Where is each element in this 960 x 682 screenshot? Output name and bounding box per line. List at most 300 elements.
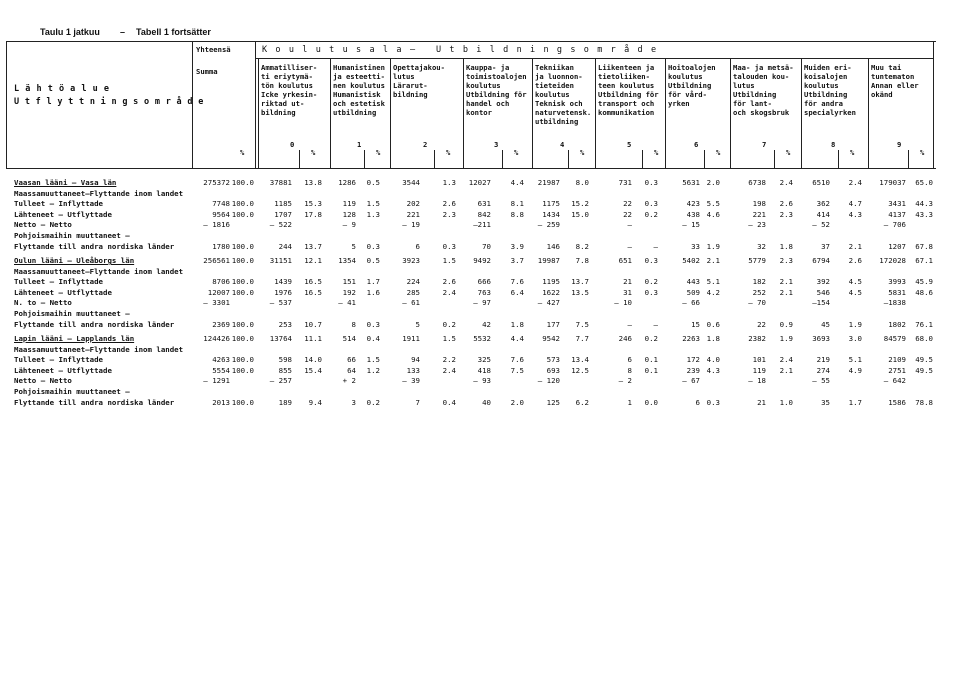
cell-count: 418	[477, 365, 491, 375]
cell-percent: 2.6	[848, 256, 862, 265]
cell-percent: 0.9	[779, 319, 793, 329]
cell-percent: 0.6	[706, 319, 720, 329]
cell-count: 84579	[883, 334, 906, 343]
column-header-line: Kauppa- ja	[466, 63, 510, 72]
column-header-line: Icke yrkesin-	[261, 90, 318, 99]
cell-count: 1207	[888, 241, 906, 251]
cell-percent: 0.3	[706, 397, 720, 407]
column-header-line: Utbildning för	[598, 90, 659, 99]
header-right-rule	[933, 41, 934, 169]
column-divider	[595, 59, 596, 169]
cell-count: 842	[477, 209, 491, 219]
cell-count: 573	[546, 355, 560, 365]
cell-percent: 4.0	[706, 355, 720, 365]
column-header-line: bildning	[261, 108, 296, 117]
column-divider	[868, 59, 869, 169]
column-header-line: kommunikation	[598, 108, 655, 117]
cell-count: 198	[752, 199, 766, 209]
cell-percent: 8.2	[575, 241, 589, 251]
cell-count: 5532	[473, 334, 491, 343]
column-divider	[330, 59, 331, 169]
cell-percent: 0.5	[366, 178, 380, 187]
cell-percent: 7.5	[575, 319, 589, 329]
cell-percent: 13.7	[304, 241, 322, 251]
column-header-line: ti eriytymä-	[261, 72, 313, 81]
cell-count: 1175	[542, 199, 560, 209]
column-number: 7	[762, 140, 767, 149]
cell-percent: 15.4	[304, 365, 322, 375]
column-pct-tick	[299, 150, 300, 168]
cell-count: 66	[347, 355, 356, 365]
cell-percent: 48.6	[915, 287, 933, 297]
cell-count: 125	[546, 397, 560, 407]
total-header-fi: Yhteensä	[196, 45, 231, 54]
cell-count: 21987	[537, 178, 560, 187]
column-pct-tick	[838, 150, 839, 168]
cell-count: 177	[546, 319, 560, 329]
cell-percent: 13.5	[571, 287, 589, 297]
region-header-sv: U t f l y t t n i n g s o m r å d e	[14, 97, 204, 107]
cell-count: 219	[816, 355, 830, 365]
cell-count: – 259	[537, 220, 560, 230]
cell-percent: 1.6	[366, 287, 380, 297]
column-header-line: utbildning	[535, 117, 579, 126]
cell-count: 9492	[473, 256, 491, 265]
cell-percent: 2.0	[510, 397, 524, 407]
cell-count: 693	[546, 365, 560, 375]
column-header-line: teen koulutus	[598, 81, 655, 90]
column-divider	[730, 59, 731, 169]
cell-percent: 1.8	[706, 334, 720, 343]
total-percent: 100.0	[231, 334, 254, 343]
column-header-line: tön koulutus	[261, 81, 313, 90]
cell-count: 40	[482, 397, 491, 407]
cell-percent: 2.1	[706, 256, 720, 265]
column-header-line: tieteiden	[535, 81, 574, 90]
cell-count: 2109	[888, 355, 906, 365]
row-label: Pohjoismaihin muuttaneet –	[14, 231, 130, 240]
page-title-dash: –	[120, 27, 126, 37]
cell-percent: 1.7	[366, 277, 380, 287]
cell-count: 119	[752, 365, 766, 375]
column-pct-symbol: %	[920, 148, 925, 157]
cell-percent: 2.1	[848, 241, 862, 251]
cell-count: 22	[623, 199, 632, 209]
column-header-line: kontor	[466, 108, 492, 117]
column-header-line: utbildning	[333, 108, 377, 117]
column-header-line: Liikenteen ja	[598, 63, 655, 72]
total-count: 12007	[207, 287, 230, 297]
cell-count: 438	[686, 209, 700, 219]
column-pct-tick	[774, 150, 775, 168]
cell-count: 5	[351, 241, 356, 251]
column-number: 6	[694, 140, 699, 149]
row-label: Maassamuuttaneet–Flyttande inom landet	[14, 266, 184, 276]
column-pct-symbol: %	[514, 148, 519, 157]
column-pct-tick	[642, 150, 643, 168]
cell-count: 224	[406, 277, 420, 287]
cell-count: 1911	[402, 334, 420, 343]
page-title-left: Taulu 1 jatkuu	[40, 27, 100, 37]
cell-percent: 1.5	[366, 355, 380, 365]
cell-count: – 9	[342, 220, 356, 230]
cell-percent: 1.7	[848, 397, 862, 407]
cell-count: –1838	[883, 298, 906, 308]
total-percent: 100.0	[231, 365, 254, 375]
cell-percent: 3.7	[510, 256, 524, 265]
row-label: Tulleet – Inflyttade	[14, 355, 103, 365]
header-left-rule	[6, 41, 7, 169]
cell-percent: 2.4	[779, 355, 793, 365]
cell-count: 392	[816, 277, 830, 287]
column-header-line: riktad ut-	[261, 99, 305, 108]
cell-count: 32	[757, 241, 766, 251]
cell-count: 2751	[888, 365, 906, 375]
cell-count: 244	[278, 241, 292, 251]
cell-count: 172	[686, 355, 700, 365]
cell-percent: 8.8	[510, 209, 524, 219]
cell-percent: 12.5	[571, 365, 589, 375]
cell-count: 94	[411, 355, 420, 365]
column-header-line: ja esteetti-	[333, 72, 385, 81]
cell-percent: 13.7	[571, 277, 589, 287]
cell-count: + 2	[342, 376, 356, 386]
column-header-line: och skogsbruk	[733, 108, 790, 117]
cell-percent: 1.5	[442, 334, 456, 343]
row-label: Oulun lääni – Uleåborgs län	[14, 256, 135, 265]
row-label: Pohjoismaihin muuttaneet –	[14, 309, 130, 318]
cell-percent: 2.4	[848, 178, 862, 187]
utbildningsomrade-banner: U t b i l d n i n g s o m r å d e	[436, 45, 658, 55]
total-count: 275372	[203, 178, 230, 187]
column-number: 0	[290, 140, 295, 149]
cell-percent: 0.3	[644, 256, 658, 265]
total-percent: 100.0	[231, 287, 254, 297]
cell-percent: 76.1	[915, 319, 933, 329]
cell-percent: 0.4	[442, 397, 456, 407]
column-pct-tick	[704, 150, 705, 168]
total-count: 5554	[212, 365, 230, 375]
banner-dash: –	[410, 45, 417, 55]
cell-percent: 5.1	[706, 277, 720, 287]
cell-percent: 13.4	[571, 355, 589, 365]
total-count: 2369	[212, 319, 230, 329]
cell-count: 631	[477, 199, 491, 209]
column-pct-tick	[568, 150, 569, 168]
cell-percent: 11.1	[304, 334, 322, 343]
cell-count: 546	[816, 287, 830, 297]
cell-percent: 49.5	[915, 365, 933, 375]
cell-count: – 66	[682, 298, 700, 308]
cell-percent: 9.4	[308, 397, 322, 407]
column-pct-symbol: %	[654, 148, 659, 157]
column-number: 5	[627, 140, 632, 149]
cell-count: 7	[415, 397, 420, 407]
column-header-line: Ammatilliser-	[261, 63, 318, 72]
cell-count: 8	[627, 365, 632, 375]
cell-percent: 15.0	[571, 209, 589, 219]
cell-percent: 44.3	[915, 199, 933, 209]
cell-percent: 1.5	[442, 256, 456, 265]
column-header-line: Utbildning	[733, 90, 777, 99]
cell-count: – 522	[269, 220, 292, 230]
cell-count: –154	[812, 298, 830, 308]
cell-percent: 4.9	[848, 365, 862, 375]
cell-percent: 0.1	[644, 365, 658, 375]
cell-count: 3923	[402, 256, 420, 265]
total-pct-symbol: %	[240, 148, 245, 157]
column-divider	[258, 59, 259, 169]
total-count: 8706	[212, 277, 230, 287]
cell-percent: 2.4	[442, 365, 456, 375]
column-number: 8	[831, 140, 836, 149]
cell-count: 31151	[269, 256, 292, 265]
cell-percent: 0.4	[366, 334, 380, 343]
column-header-line: yrken	[668, 99, 690, 108]
cell-count: 202	[406, 199, 420, 209]
cell-percent: 2.1	[779, 287, 793, 297]
total-percent: 100.0	[231, 319, 254, 329]
cell-percent: 2.6	[442, 199, 456, 209]
total-count: 256561	[203, 256, 230, 265]
row-label: Flyttande till andra nordiska länder	[14, 241, 175, 251]
cell-count: 70	[482, 241, 491, 251]
cell-count: 1622	[542, 287, 560, 297]
cell-count: 42	[482, 319, 491, 329]
cell-count: – 55	[812, 376, 830, 386]
cell-percent: 14.0	[304, 355, 322, 365]
cell-percent: 2.0	[706, 178, 720, 187]
cell-percent: 10.7	[304, 319, 322, 329]
row-label: Tulleet – Inflyttade	[14, 277, 103, 287]
cell-count: 252	[752, 287, 766, 297]
column-header-line: Lärarut-	[393, 81, 428, 90]
cell-count: 5631	[682, 178, 700, 187]
cell-count: 731	[618, 178, 632, 187]
cell-count: 763	[477, 287, 491, 297]
cell-percent: 45.9	[915, 277, 933, 287]
cell-count: – 706	[883, 220, 906, 230]
cell-count: –	[627, 220, 632, 230]
column-number: 1	[357, 140, 362, 149]
cell-count: 5831	[888, 287, 906, 297]
cell-count: 35	[821, 397, 830, 407]
cell-count: 651	[618, 256, 632, 265]
total-count: 9564	[212, 209, 230, 219]
column-header-line: koulutus	[804, 81, 839, 90]
cell-count: – 2	[618, 376, 632, 386]
column-header-line: för vård-	[668, 90, 707, 99]
header-sub-rule	[255, 58, 933, 59]
total-count: 2013	[212, 397, 230, 407]
cell-count: 31	[623, 287, 632, 297]
row-label: Lähteneet – Utflyttade	[14, 209, 112, 219]
cell-percent: 2.1	[779, 365, 793, 375]
cell-count: – 61	[402, 298, 420, 308]
cell-percent: 4.4	[510, 334, 524, 343]
cell-count: 3693	[812, 334, 830, 343]
cell-count: 128	[342, 209, 356, 219]
total-percent: 100.0	[231, 256, 254, 265]
cell-count: – 70	[748, 298, 766, 308]
cell-percent: 7.6	[510, 355, 524, 365]
row-label: Maassamuuttaneet–Flyttande inom landet	[14, 344, 184, 354]
column-header-line: bildning	[393, 90, 428, 99]
column-header-line: naturvetensk.	[535, 108, 592, 117]
column-header-line: talouden kou-	[733, 72, 790, 81]
cell-count: 45	[821, 319, 830, 329]
total-count: – 1816	[203, 220, 230, 230]
cell-count: 5	[415, 319, 420, 329]
cell-count: – 39	[402, 376, 420, 386]
cell-count: 179037	[879, 178, 906, 187]
cell-percent: 16.5	[304, 277, 322, 287]
total-percent: 100.0	[231, 178, 254, 187]
cell-percent: 1.5	[366, 199, 380, 209]
total-percent: 100.0	[231, 209, 254, 219]
total-count: – 3301	[203, 298, 230, 308]
row-label: Lähteneet – Utflyttade	[14, 365, 112, 375]
cell-percent: 2.4	[779, 178, 793, 187]
cell-percent: 2.3	[779, 256, 793, 265]
cell-percent: 2.4	[442, 287, 456, 297]
column-number: 3	[494, 140, 499, 149]
cell-count: 6510	[812, 178, 830, 187]
cell-count: 666	[477, 277, 491, 287]
cell-percent: 4.4	[510, 178, 524, 187]
column-pct-symbol: %	[850, 148, 855, 157]
cell-count: 64	[347, 365, 356, 375]
column-header-line: nen koulutus	[333, 81, 385, 90]
cell-percent: 7.5	[510, 365, 524, 375]
page-title-right: Tabell 1 fortsätter	[136, 27, 211, 37]
cell-percent: 2.6	[442, 277, 456, 287]
cell-percent: 4.2	[706, 287, 720, 297]
cell-count: 133	[406, 365, 420, 375]
cell-count: 514	[342, 334, 356, 343]
cell-count: 12027	[468, 178, 491, 187]
total-header-sv: Summa	[196, 67, 218, 76]
cell-count: 15	[691, 319, 700, 329]
cell-count: 3431	[888, 199, 906, 209]
cell-count: 37	[821, 241, 830, 251]
column-header-line: Maa- ja metsä-	[733, 63, 794, 72]
region-header-fi: L ä h t ö a l u e	[14, 84, 110, 94]
cell-percent: 7.6	[510, 277, 524, 287]
cell-percent: 78.8	[915, 397, 933, 407]
total-percent: 100.0	[231, 355, 254, 365]
cell-count: – 537	[269, 298, 292, 308]
cell-count: 6	[627, 355, 632, 365]
cell-count: 6738	[748, 178, 766, 187]
column-pct-symbol: %	[786, 148, 791, 157]
cell-count: – 18	[748, 376, 766, 386]
cell-count: 151	[342, 277, 356, 287]
cell-percent: 0.3	[366, 241, 380, 251]
column-header-line: Muiden eri-	[804, 63, 852, 72]
cell-percent: 1.0	[779, 397, 793, 407]
cell-percent: 2.6	[779, 199, 793, 209]
column-header-line: och estetisk	[333, 99, 385, 108]
cell-percent: 0.3	[442, 241, 456, 251]
cell-count: 172028	[879, 256, 906, 265]
cell-percent: 0.3	[366, 319, 380, 329]
cell-percent: 3.0	[848, 334, 862, 343]
column-header-line: Tekniikan	[535, 63, 574, 72]
column-pct-tick	[364, 150, 365, 168]
cell-count: – 10	[614, 298, 632, 308]
column-number: 2	[423, 140, 428, 149]
cell-percent: 0.2	[644, 277, 658, 287]
cell-count: 5402	[682, 256, 700, 265]
cell-count: 1354	[338, 256, 356, 265]
cell-count: – 15	[682, 220, 700, 230]
koulutusala-banner: K o u l u t u s a l a	[262, 45, 404, 55]
column-pct-tick	[502, 150, 503, 168]
cell-percent: 2.2	[442, 355, 456, 365]
cell-count: – 41	[338, 298, 356, 308]
cell-count: 423	[686, 199, 700, 209]
total-percent: 100.0	[231, 277, 254, 287]
total-percent: 100.0	[231, 199, 254, 209]
total-count: 4263	[212, 355, 230, 365]
cell-count: 221	[406, 209, 420, 219]
cell-percent: 2.1	[779, 277, 793, 287]
row-label: Netto – Netto	[14, 376, 72, 386]
cell-count: 855	[278, 365, 292, 375]
cell-count: 362	[816, 199, 830, 209]
column-header-line: koulutus	[466, 81, 501, 90]
cell-percent: 7.7	[575, 334, 589, 343]
column-header-line: lutus	[393, 72, 415, 81]
cell-count: – 19	[402, 220, 420, 230]
cell-count: – 93	[473, 376, 491, 386]
column-header-line: toimistoalojen	[466, 72, 527, 81]
column-divider	[532, 59, 533, 169]
cell-percent: 6.2	[575, 397, 589, 407]
cell-percent: 16.5	[304, 287, 322, 297]
cell-percent: 0.3	[644, 287, 658, 297]
row-label: Netto – Netto	[14, 220, 72, 230]
column-header-line: specialyrken	[804, 108, 856, 117]
cell-count: –	[627, 319, 632, 329]
cell-count: 146	[546, 241, 560, 251]
cell-count: 4137	[888, 209, 906, 219]
cell-count: – 642	[883, 376, 906, 386]
total-count: – 1291	[203, 376, 230, 386]
cell-percent: 0.5	[366, 256, 380, 265]
cell-count: 2382	[748, 334, 766, 343]
cell-count: 5779	[748, 256, 766, 265]
column-header-line: Opettajakou-	[393, 63, 445, 72]
cell-percent: 15.3	[304, 199, 322, 209]
column-header-line: Teknisk och	[535, 99, 583, 108]
cell-count: 274	[816, 365, 830, 375]
column-header-line: okänd	[871, 90, 893, 99]
column-divider	[801, 59, 802, 169]
cell-count: 1586	[888, 397, 906, 407]
cell-count: – 97	[473, 298, 491, 308]
cell-percent: 4.5	[848, 287, 862, 297]
cell-percent: 0.0	[644, 397, 658, 407]
cell-count: – 120	[537, 376, 560, 386]
header-divider-total	[255, 41, 256, 169]
cell-count: 1434	[542, 209, 560, 219]
cell-count: 253	[278, 319, 292, 329]
row-label: Pohjoismaihin muuttaneet –	[14, 387, 130, 396]
cell-percent: 4.7	[848, 199, 862, 209]
cell-count: 1802	[888, 319, 906, 329]
